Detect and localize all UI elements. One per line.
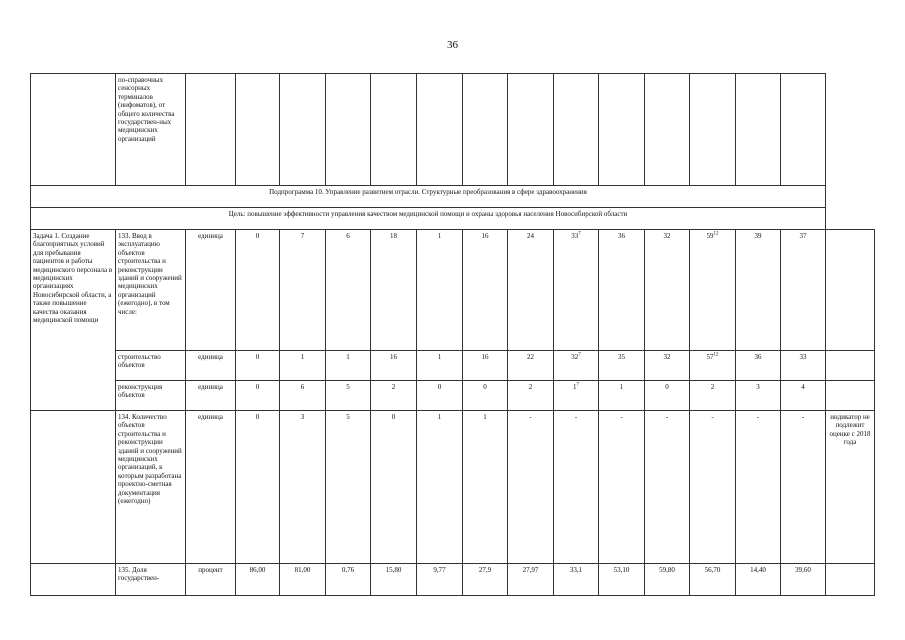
indicator-cell: реконструкция объектов — [116, 381, 186, 411]
value-text: 37 — [799, 232, 807, 240]
table-row — [31, 230, 875, 351]
value-text: 36 — [754, 353, 762, 361]
value-text: 14,40 — [750, 566, 766, 574]
value-text: 6 — [346, 232, 350, 240]
unit-cell: единица — [186, 381, 236, 411]
goal-row — [31, 208, 875, 230]
indicator-cell: по-справочных сенсорных терминалов (инфоматов), от общего количества государствен-ных медицинских организаций — [116, 74, 186, 186]
value-cell — [326, 564, 371, 596]
value-cell — [645, 230, 690, 351]
subprogram-title: Подпрограмма 10. Управление развитием отрасли. Структурные преобразования в сфере здравоохранения — [31, 186, 826, 208]
value-text: 0 — [255, 353, 260, 361]
note-cell: индикатор не подлежит оценке с 2018 года — [826, 411, 875, 564]
value-text: - — [574, 413, 578, 421]
value-text: 3 — [300, 413, 305, 421]
page-number: 36 — [447, 39, 458, 51]
value-text: 18 — [390, 232, 397, 240]
value-text: - — [665, 413, 669, 421]
value-cell — [326, 411, 371, 564]
footnote-marker: 7 — [578, 352, 581, 358]
value-cell — [417, 351, 463, 381]
value-cell — [781, 564, 826, 596]
value-cell — [599, 381, 645, 411]
value-cell — [736, 564, 781, 596]
continued-row — [31, 74, 875, 186]
value-cell — [280, 564, 326, 596]
value-cell — [280, 411, 326, 564]
value-cell — [508, 230, 554, 351]
indicator-cell: строительство объектов — [116, 351, 186, 381]
value-text: 0 — [483, 383, 487, 391]
value-text: 0 — [665, 383, 669, 391]
value-text: 59,80 — [659, 566, 675, 574]
value-text: 6 — [300, 383, 305, 391]
value-cell — [417, 230, 463, 351]
value-cell — [690, 564, 736, 596]
value-cell — [326, 230, 371, 351]
value-cell — [554, 381, 599, 411]
value-cell — [599, 230, 645, 351]
table-row — [31, 564, 875, 596]
value-cell — [371, 411, 417, 564]
task-cell-empty — [31, 564, 116, 596]
value-text: 33 — [571, 232, 579, 240]
indicator-cell: 133. Ввод в эксплуатацию объектов строительства и реконструкции зданий и сооружений медицинских организаций (ежегодно), в том числе: — [116, 230, 186, 351]
value-text: 2 — [710, 383, 715, 391]
value-cell — [508, 411, 554, 564]
value-cell — [781, 411, 826, 564]
value-text: 36 — [618, 232, 625, 240]
value-cell — [690, 351, 736, 381]
value-cell — [508, 351, 554, 381]
value-cell — [554, 564, 599, 596]
value-cell — [417, 381, 463, 411]
value-text: 32 — [663, 232, 671, 240]
subprogram-row — [31, 186, 875, 208]
table-row — [31, 411, 875, 564]
value-text: 15,80 — [385, 566, 402, 574]
unit-cell: единица — [186, 230, 236, 351]
value-text: 0 — [391, 413, 396, 421]
value-text: 35 — [618, 353, 625, 361]
value-cell — [371, 564, 417, 596]
value-cell — [508, 381, 554, 411]
value-cell — [280, 351, 326, 381]
value-cell — [599, 411, 645, 564]
value-text: 59 — [706, 232, 714, 240]
value-cell — [554, 351, 599, 381]
value-text: 3 — [756, 383, 760, 391]
value-cell — [236, 351, 280, 381]
value-text: 27,9 — [478, 566, 492, 574]
value-cell — [781, 230, 826, 351]
value-cell — [463, 564, 508, 596]
value-text: 16 — [481, 232, 489, 240]
value-cell — [554, 411, 599, 564]
value-cell — [280, 230, 326, 351]
value-text: 0 — [255, 413, 260, 421]
goal-title: Цель: повышение эффективности управления качеством медицинской помощи и охраны здоровья населения Новосибирской области — [31, 208, 826, 230]
value-text: 1 — [573, 383, 577, 391]
value-cell — [236, 411, 280, 564]
value-text: 86,00 — [249, 566, 266, 574]
value-cell — [463, 351, 508, 381]
value-text: 1 — [437, 232, 442, 240]
value-text: 22 — [527, 353, 534, 361]
footnote-marker: 7 — [578, 231, 581, 237]
value-text: 33,1 — [569, 566, 583, 574]
unit-cell: единица — [186, 351, 236, 381]
value-text: 2 — [391, 383, 396, 391]
table-row — [31, 381, 875, 411]
value-cell — [326, 381, 371, 411]
value-text: 53,10 — [613, 566, 630, 574]
value-text: 39,60 — [795, 566, 811, 574]
unit-cell: единица — [186, 411, 236, 564]
value-text: 5 — [346, 383, 350, 391]
value-text: 1 — [437, 413, 442, 421]
value-text: 1 — [437, 353, 442, 361]
value-text: 81,00 — [294, 566, 311, 574]
value-text: 9,77 — [433, 566, 446, 574]
value-cell — [371, 230, 417, 351]
value-text: 32 — [571, 353, 579, 361]
value-cell — [236, 381, 280, 411]
value-text: - — [711, 413, 714, 421]
value-cell — [463, 411, 508, 564]
table-row — [31, 351, 875, 381]
value-cell — [554, 230, 599, 351]
value-cell — [371, 351, 417, 381]
note-cell — [826, 351, 875, 381]
value-text: 1 — [346, 353, 350, 361]
value-cell — [736, 351, 781, 381]
value-cell — [417, 411, 463, 564]
value-text: - — [620, 413, 623, 421]
value-text: 32 — [663, 353, 671, 361]
task-cell: Задача 1. Создание благоприятных условий для пребывания пациентов и работы медицинского персонала в медицинских организациях Новосибирской области, а также повышение качества оказания медицинской помощи — [31, 230, 116, 411]
value-text: 4 — [801, 383, 805, 391]
value-cell — [781, 381, 826, 411]
value-text: 57 — [706, 353, 714, 361]
note-cell — [826, 381, 875, 411]
value-text: 16 — [390, 353, 397, 361]
indicator-cell: 135. Доля государствен- — [116, 564, 186, 596]
value-cell — [645, 351, 690, 381]
value-cell — [326, 351, 371, 381]
value-text: 0 — [255, 383, 260, 391]
unit-cell: процент — [186, 564, 236, 596]
note-cell — [826, 564, 875, 596]
value-cell — [690, 381, 736, 411]
task-cell-empty — [31, 74, 116, 186]
value-text: - — [756, 413, 760, 421]
value-cell — [645, 564, 690, 596]
value-cell — [236, 564, 280, 596]
indicator-cell: 134. Количество объектов строительства и реконструкции зданий и сооружений медицинских организаций, к которым разработана проектно-сметная документация (ежегодно) — [116, 411, 186, 564]
value-cell — [645, 381, 690, 411]
footnote-marker: 12 — [713, 231, 719, 237]
value-text: 33 — [799, 353, 807, 361]
value-cell — [236, 230, 280, 351]
value-text: 7 — [300, 232, 305, 240]
value-text: 39 — [754, 232, 762, 240]
indicators-table — [30, 73, 875, 596]
value-text: 0,76 — [341, 566, 355, 574]
value-text: 2 — [528, 383, 533, 391]
value-cell — [599, 564, 645, 596]
value-cell — [781, 351, 826, 381]
value-cell — [690, 230, 736, 351]
value-text: 0 — [255, 232, 260, 240]
value-cell — [417, 564, 463, 596]
value-text: 56,70 — [704, 566, 721, 574]
value-text: 0 — [437, 383, 442, 391]
value-cell — [645, 411, 690, 564]
value-text: 1 — [483, 413, 487, 421]
value-text: - — [801, 413, 805, 421]
value-text: 16 — [481, 353, 489, 361]
value-text: 24 — [527, 232, 534, 240]
value-cell — [599, 351, 645, 381]
footnote-marker: 12 — [713, 352, 719, 358]
value-text: 5 — [346, 413, 350, 421]
value-cell — [736, 411, 781, 564]
value-cell — [690, 411, 736, 564]
value-cell — [508, 564, 554, 596]
value-text: 1 — [300, 353, 305, 361]
task-cell-empty — [31, 411, 116, 564]
value-cell — [371, 381, 417, 411]
value-cell — [736, 230, 781, 351]
value-cell — [463, 381, 508, 411]
note-cell — [826, 230, 875, 351]
footnote-marker: 7 — [576, 382, 579, 388]
value-text: 27,97 — [522, 566, 539, 574]
value-text: 1 — [619, 383, 624, 391]
value-text: - — [529, 413, 532, 421]
value-cell — [736, 381, 781, 411]
value-cell — [280, 381, 326, 411]
value-cell — [463, 230, 508, 351]
